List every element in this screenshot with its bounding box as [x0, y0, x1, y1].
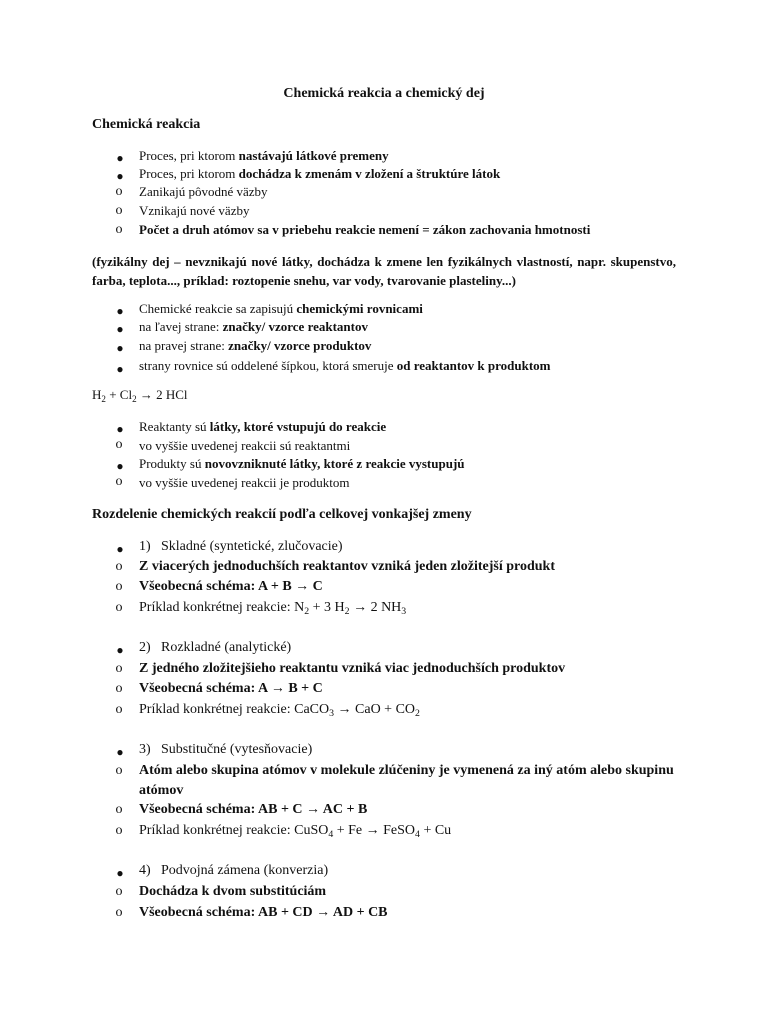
list-item: Všeobecná schéma: AB + CD → AD + CB [139, 905, 388, 920]
list-item: Produkty sú novovzniknuté látky, ktoré z reakcie vystupujú [139, 456, 465, 471]
bullet-circle: o [115, 681, 123, 696]
list-item: strany rovnice sú oddelené šípkou, ktorá smeruje od reaktantov k produktom [139, 358, 551, 373]
bullet-circle: o [115, 763, 123, 778]
section-heading-classification: Rozdelenie chemických reakcií podľa celkovej vonkajšej zmeny [92, 507, 472, 522]
section-heading-chemical-reaction: Chemická reakcia [92, 117, 201, 132]
example-equation: $H_2 + Cl_2 \to 2$ HCl [92, 387, 188, 404]
list-item: Chemické reakcie sa zapisujú chemickými rovnicami [139, 301, 423, 316]
list-item: Vznikajú nové väzby [139, 203, 250, 218]
bullet-circle: o [115, 802, 123, 817]
bullet-circle: o [115, 222, 123, 237]
list-item: Z viacerých jednoduchších reaktantov vzniká jeden zložitejší produkt [139, 559, 555, 574]
list-item: Reaktanty sú látky, ktoré vstupujú do reakcie [139, 419, 387, 434]
bullet-dot: ● [116, 341, 124, 355]
bullet-dot: ● [116, 542, 124, 556]
page-title: Chemická reakcia a chemický dej [283, 86, 485, 101]
list-item: Všeobecná schéma: AB + C → AC + B [139, 802, 368, 817]
reaction-type-synthesis: 1) Skladné (syntetické, zlučovacie) [139, 539, 343, 554]
bullet-dot: ● [116, 866, 124, 880]
bullet-circle: o [115, 702, 123, 717]
bullet-circle: o [115, 559, 123, 574]
bullet-circle: o [115, 600, 123, 615]
list-item: Všeobecná schéma: A + B → C [139, 579, 323, 594]
bullet-dot: ● [116, 745, 124, 759]
bullet-dot: ● [116, 643, 124, 657]
bullet-circle: o [115, 884, 123, 899]
bullet-circle: o [115, 184, 123, 199]
list-item: Príklad konkrétnej reakcie: $N_2 + 3$ $H_2 \to 2$ $NH_3$ [139, 600, 407, 617]
list-item: Počet a druh atómov sa v priebehu reakcie nemení = zákon zachovania hmotnosti [139, 222, 591, 237]
bullet-circle: o [115, 437, 123, 452]
list-item: Príklad konkrétnej reakcie: CaCO$_3$ → CaO + $CO_2$ [139, 702, 420, 719]
list-item: na ľavej strane: značky/ vzorce reaktantov [139, 319, 368, 334]
bullet-circle: o [115, 661, 123, 676]
list-item: Dochádza k dvom substitúciám [139, 884, 327, 899]
bullet-circle: o [115, 905, 123, 920]
list-item: Z jedného zložitejšieho reaktantu vzniká viac jednoduchších produktov [139, 661, 566, 676]
bullet-dot: ● [116, 362, 124, 376]
list-item: Všeobecná schéma: A → B + C [139, 681, 323, 696]
list-item: vo vyššie uvedenej reakcii je produktom [139, 475, 350, 490]
bullet-circle: o [115, 823, 123, 838]
physical-process-note: (fyzikálny dej – nevznikajú nové látky, dochádza k zmene len fyzikálnych vlastností, napr. skupenstvo, farba, teplota..., príklad: roztopenie snehu, var vody, tvarovanie plasteliny...) [92, 254, 676, 288]
reaction-type-double-exchange: 4) Podvojná zámena (konverzia) [139, 863, 329, 878]
bullet-dot: ● [116, 169, 124, 183]
bullet-circle: o [115, 203, 123, 218]
list-item: Proces, pri ktorom nastávajú látkové premeny [139, 148, 389, 163]
list-item: na pravej strane: značky/ vzorce produktov [139, 338, 372, 353]
list-item: Atóm alebo skupina atómov v molekule zlúčeniny je vymenená za iný atóm alebo skupinu atómov [139, 763, 674, 798]
bullet-dot: ● [116, 304, 124, 318]
bullet-dot: ● [116, 422, 124, 436]
bullet-dot: ● [116, 151, 124, 165]
bullet-dot: ● [116, 459, 124, 473]
bullet-dot: ● [116, 322, 124, 336]
bullet-circle: o [115, 579, 123, 594]
bullet-circle: o [115, 474, 123, 489]
list-item: Príklad konkrétnej reakcie: CuSO$_4$ + Fe → FeSO$_4$ + Cu [139, 823, 452, 840]
reaction-type-decomposition: 2) Rozkladné (analytické) [139, 640, 292, 655]
reaction-type-substitution: 3) Substitučné (vytesňovacie) [139, 742, 313, 757]
list-item: Zanikajú pôvodné väzby [139, 184, 268, 199]
list-item: vo vyššie uvedenej reakcii sú reaktantmi [139, 438, 351, 453]
list-item: Proces, pri ktorom dochádza k zmenám v zložení a štruktúre látok [139, 166, 501, 181]
